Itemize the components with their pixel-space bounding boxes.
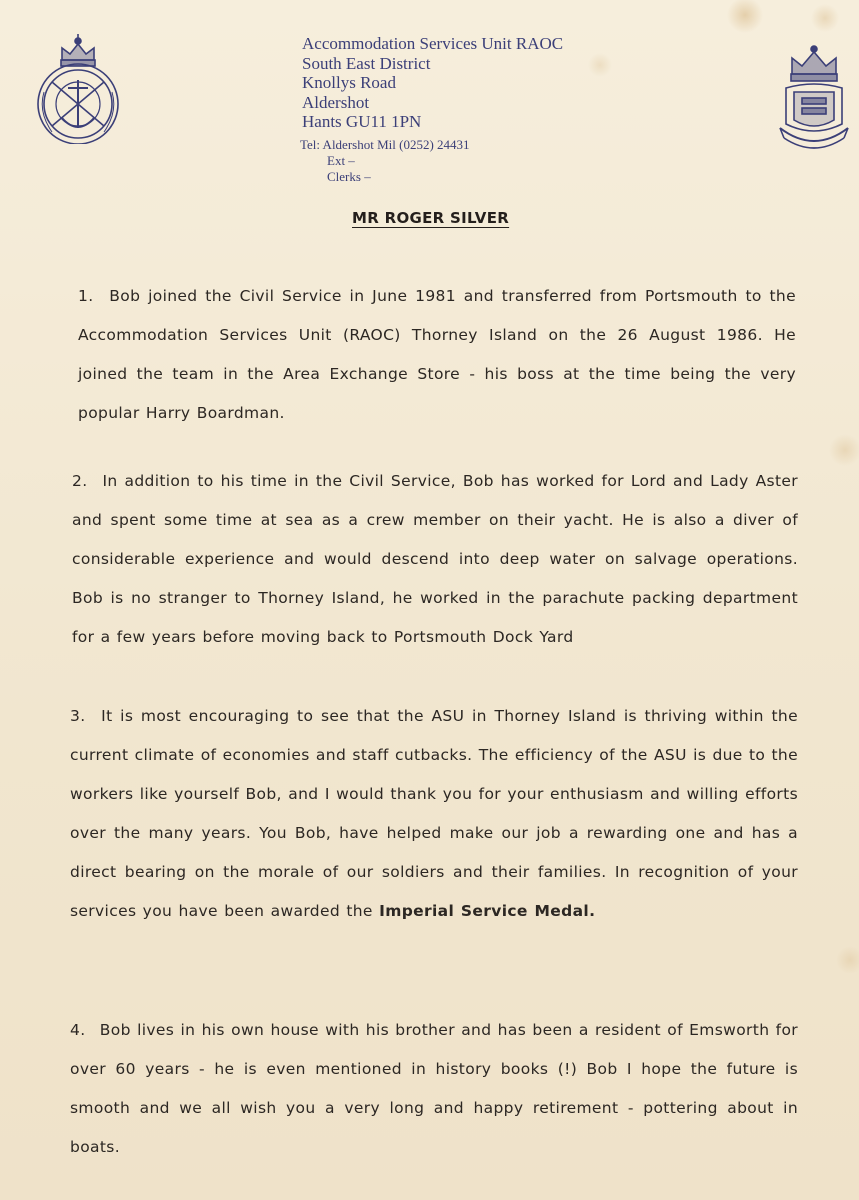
paragraph-number: 1. bbox=[78, 287, 94, 305]
crown-anchor-wreath-crest-icon bbox=[32, 32, 124, 144]
paragraph-1 bbox=[78, 277, 796, 433]
document-title: MR ROGER SILVER bbox=[352, 209, 510, 227]
telephone-number: Tel: Aldershot Mil (0252) 24431 bbox=[300, 137, 470, 152]
paragraph-number: 3. bbox=[70, 707, 86, 725]
telephone-clerks: Clerks – bbox=[327, 169, 371, 184]
paragraph-2 bbox=[72, 462, 798, 657]
telephone-ext: Ext – bbox=[327, 153, 355, 168]
paragraph-text: Bob joined the Civil Service in June 1981 and transferred from Portsmouth to the Accommodation Services Unit (RAOC) Thorney Island on the 26 August 1986. He joined the team in the Area Exchange Store - his boss at the time being the very popular Harry Boardman. bbox=[78, 287, 796, 422]
paragraph-text: It is most encouraging to see that the ASU in Thorney Island is thriving within the current climate of economies and staff cutbacks. The efficiency of the ASU is due to the workers like yourself Bob, and I would thank you for your enthusiasm and willing efforts over the many years. You Bob, have helped make our job a rewarding one and has a direct bearing on the morale of our soldiers and their families. In recognition of your services you have been awarded the bbox=[70, 707, 798, 920]
address-line: Accommodation Services Unit RAOC bbox=[302, 34, 564, 53]
raoc-crowned-shield-crest-icon bbox=[776, 44, 852, 160]
paragraph-text: Bob lives in his own house with his brother and has been a resident of Emsworth for over 60 years - he is even mentioned in history books (!) Bob I hope the future is smooth and we all wish you a very long and happy retirement - pottering about in boats. bbox=[70, 1021, 799, 1156]
paragraph-4 bbox=[70, 1011, 798, 1167]
paragraph-text: In addition to his time in the Civil Service, Bob has worked for Lord and Lady Aster and spent some time at sea as a crew member on their yacht. He is also a diver of considerable experience and would descend into deep water on salvage operations. Bob is no stranger to Thorney Island, he worked in the parachute packing department for a few years before moving back to Portsmouth Dock Yard bbox=[72, 472, 798, 646]
address-line: Knollys Road bbox=[302, 73, 396, 92]
letterhead-telephone bbox=[300, 137, 470, 185]
medal-name: Imperial Service Medal. bbox=[379, 902, 596, 920]
address-line: Aldershot bbox=[302, 92, 370, 112]
address-line: Hants GU11 1PN bbox=[302, 112, 422, 131]
paragraph-3 bbox=[70, 697, 798, 931]
paragraph-number: 4. bbox=[70, 1021, 86, 1039]
address-line: South East District bbox=[302, 53, 431, 73]
paragraph-number: 2. bbox=[72, 472, 88, 490]
letterhead-address bbox=[302, 34, 563, 132]
